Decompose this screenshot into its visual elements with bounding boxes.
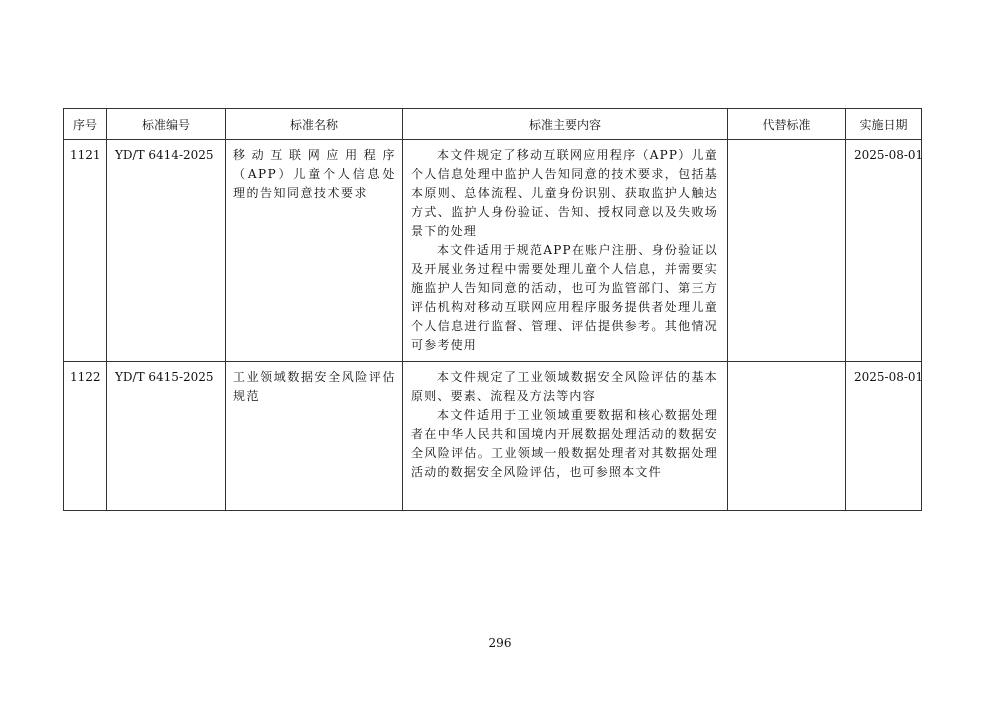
header-replaces: 代替标准 xyxy=(728,109,846,140)
header-name: 标准名称 xyxy=(226,109,403,140)
header-code: 标准编号 xyxy=(107,109,226,140)
content-paragraph: 本文件适用于工业领域重要数据和核心数据处理者在中华人民共和国境内开展数据处理活动的数据安全风险评估。工业领域一般数据处理者对其数据处理活动的数据安全风险评估，也可参照本文件 xyxy=(411,408,718,479)
seq-text: 1122 xyxy=(70,370,101,384)
standards-table xyxy=(63,108,922,511)
seq-text: 1121 xyxy=(70,148,101,162)
name-text: 移动互联网应用程序（APP）儿童个人信息处理的告知同意技术要求 xyxy=(233,148,396,200)
content-paragraph: 本文件适用于规范APP在账户注册、身份验证以及开展业务过程中需要处理儿童个人信息，并需要实施监护人告知同意的活动，也可为监管部门、第三方评估机构对移动互联网应用程序服务提供者处理儿童个人信息进行监督、管理、评估提供参考。其他情况可参考使用 xyxy=(411,243,718,352)
name-text: 工业领域数据安全风险评估规范 xyxy=(233,370,396,403)
page-number: 296 xyxy=(488,636,512,650)
cell-date xyxy=(846,140,922,362)
content-paragraph: 本文件规定了移动互联网应用程序（APP）儿童个人信息处理中监护人告知同意的技术要求，包括基本原则、总体流程、儿童身份识别、获取监护人触达方式、监护人身份验证、告知、授权同意以及失败场景下的处理 xyxy=(411,148,718,238)
header-date: 实施日期 xyxy=(846,109,922,140)
cell-date xyxy=(846,362,922,511)
code-text: YD/T 6415-2025 xyxy=(115,370,214,384)
date-text: 2025-08-01 xyxy=(854,148,924,162)
replaces-text xyxy=(728,140,845,150)
header-content: 标准主要内容 xyxy=(403,109,728,140)
cell-replaces xyxy=(728,362,846,511)
table-row xyxy=(64,362,922,511)
cell-content xyxy=(403,140,728,362)
cell-replaces xyxy=(728,140,846,362)
content-paragraph: 本文件规定了工业领域数据安全风险评估的基本原则、要素、流程及方法等内容 xyxy=(411,370,718,403)
cell-name xyxy=(226,140,403,362)
code-text: YD/T 6414-2025 xyxy=(115,148,214,162)
cell-code xyxy=(107,140,226,362)
cell-seq xyxy=(64,140,107,362)
cell-code xyxy=(107,362,226,511)
cell-seq xyxy=(64,362,107,511)
header-seq: 序号 xyxy=(64,109,107,140)
date-text: 2025-08-01 xyxy=(854,370,924,384)
replaces-text xyxy=(728,362,845,372)
table-header-row xyxy=(64,109,922,140)
table-row xyxy=(64,140,922,362)
cell-content xyxy=(403,362,728,511)
cell-name xyxy=(226,362,403,511)
